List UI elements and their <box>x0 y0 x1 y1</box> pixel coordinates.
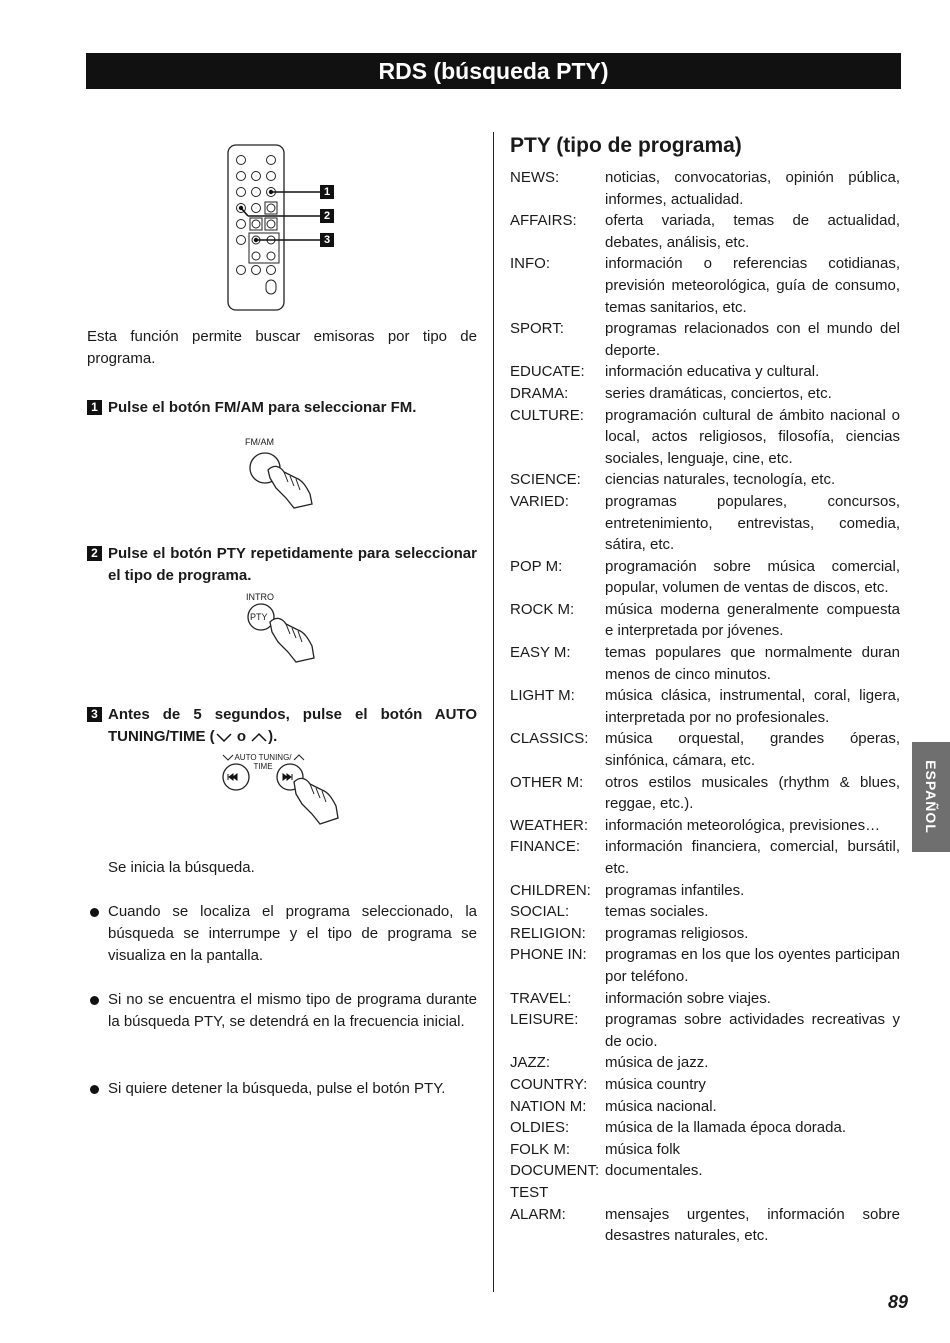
pty-description: música folk <box>605 1140 681 1158</box>
language-tab <box>912 742 950 852</box>
pty-item <box>510 253 900 318</box>
callout-3: 3 <box>320 233 334 247</box>
step-number: 3 <box>87 707 102 722</box>
pty-description: ciencias naturales, tecnología, etc. <box>605 471 836 489</box>
pty-item <box>510 1009 900 1052</box>
pty-description: información educativa y cultural. <box>605 363 820 381</box>
pty-term: INFO: <box>510 255 550 273</box>
pty-term: ALARM: <box>510 1205 566 1223</box>
pty-item <box>510 556 900 599</box>
pty-term: JAZZ: <box>510 1054 550 1072</box>
pty-description: música nacional. <box>605 1097 717 1115</box>
pty-term: NEWS: <box>510 169 560 186</box>
language-tab-label: ESPAÑOL <box>923 760 939 834</box>
pty-item <box>510 1074 900 1096</box>
pty-item <box>510 361 900 383</box>
pty-term: WEATHER: <box>510 816 589 834</box>
pty-description: programación sobre música comercial, popular, volumen de ventas de discos, etc. <box>605 557 900 597</box>
pty-item <box>510 988 900 1010</box>
column-divider <box>493 132 494 1292</box>
pty-description: programas populares, concursos, entretenimiento, entrevistas, comedia, sátira, etc. <box>605 492 900 554</box>
bullet-icon <box>90 908 99 917</box>
pty-description: música country <box>605 1075 706 1093</box>
pty-description: información o referencias cotidianas, previsión meteorológica, guía de consumo, temas sanitarios, etc. <box>605 255 900 316</box>
pty-description: información sobre viajes. <box>605 989 771 1007</box>
pty-description: oferta variada, temas de actualidad, debates, análisis, etc. <box>605 212 900 251</box>
pty-item <box>510 728 900 771</box>
chevron-up-icon <box>250 731 268 743</box>
pty-term: RELIGION: <box>510 924 586 942</box>
pty-term: FINANCE: <box>510 838 581 856</box>
pty-description: información financiera, comercial, bursátil, etc. <box>605 838 900 877</box>
pty-item <box>510 405 900 470</box>
pty-description: otros estilos musicales (rhythm & blues, reggae, etc.). <box>605 773 900 813</box>
pty-item <box>510 880 900 902</box>
step-text-end: ). <box>268 728 278 745</box>
pty-description: música de jazz. <box>605 1054 709 1072</box>
pty-item <box>510 1139 900 1161</box>
pty-term: COUNTRY: <box>510 1075 588 1093</box>
pty-term: LEISURE: <box>510 1011 579 1029</box>
step-number: 2 <box>87 546 102 561</box>
pty-item <box>510 1182 900 1204</box>
pty-description: programas en los que los oyentes participan por teléfono. <box>605 946 900 985</box>
pty-term: EDUCATE: <box>510 363 585 381</box>
pty-description: programas religiosos. <box>605 924 749 942</box>
pty-term: TEST <box>510 1183 549 1201</box>
step-1 <box>87 397 477 419</box>
pty-item <box>510 599 900 642</box>
step-text-mid: o <box>232 728 251 745</box>
pty-description: información meteorológica, previsiones… <box>605 816 881 834</box>
pty-item <box>510 1204 900 1247</box>
pty-term: SCIENCE: <box>510 471 581 489</box>
pty-term: PHONE IN: <box>510 946 587 964</box>
pty-description: música orquestal, grandes óperas, sinfónica, cámara, etc. <box>605 730 900 770</box>
pty-term: LIGHT M: <box>510 687 575 705</box>
pty-term: VARIED: <box>510 492 569 510</box>
step-text: Antes de 5 segundos, pulse el botón AUTO TUNING/TIME ( <box>108 706 477 745</box>
pty-term: CULTURE: <box>510 406 584 424</box>
callout-1: 1 <box>320 185 334 199</box>
bullet-item <box>87 989 477 1033</box>
chevron-up-icon <box>293 753 305 762</box>
pty-term: OLDIES: <box>510 1119 570 1137</box>
pty-item <box>510 772 900 815</box>
pty-item <box>510 1117 900 1139</box>
pty-description <box>605 1182 900 1204</box>
chevron-down-icon <box>215 731 233 743</box>
auto-tuning-button-press-illustration <box>220 762 360 830</box>
pty-item <box>510 815 900 837</box>
pty-description: música de la llamada época dorada. <box>605 1119 846 1137</box>
pty-item <box>510 836 900 879</box>
pty-term: AFFAIRS: <box>510 212 577 230</box>
pty-item <box>510 210 900 253</box>
pty-term: SPORT: <box>510 320 564 338</box>
pty-term: POP M: <box>510 557 563 575</box>
intro-button-label: INTRO <box>246 592 274 602</box>
pty-term: NATION M: <box>510 1097 587 1115</box>
pty-item <box>510 1052 900 1074</box>
pty-term: DOCUMENT: <box>510 1162 600 1180</box>
pty-description: temas populares que normalmente duran menos de cinco minutos. <box>605 644 900 683</box>
pty-description: documentales. <box>605 1162 703 1180</box>
remote-control-illustration <box>222 140 347 315</box>
pty-item <box>510 685 900 728</box>
pty-term: FOLK M: <box>510 1140 571 1158</box>
pty-item <box>510 923 900 945</box>
pty-item <box>510 642 900 685</box>
pty-item <box>510 491 900 556</box>
pty-term: CLASSICS: <box>510 730 589 748</box>
pty-description: programas sobre actividades recreativas y de ocio. <box>605 1011 900 1050</box>
bullet-text: Si no se encuentra el mismo tipo de programa durante la búsqueda PTY, se detendrá en la frecuencia inicial. <box>108 991 477 1030</box>
step-3 <box>87 704 477 748</box>
pty-term: DRAMA: <box>510 384 569 402</box>
bullet-icon <box>90 1085 99 1094</box>
pty-description: música moderna generalmente compuesta e interpretada por jóvenes. <box>605 600 900 640</box>
pty-description: temas sociales. <box>605 903 709 921</box>
step-text: Pulse el botón PTY repetidamente para seleccionar el tipo de programa. <box>108 545 477 584</box>
bullet-item <box>87 1078 477 1100</box>
step-number: 1 <box>87 400 102 415</box>
pty-item <box>510 944 900 987</box>
pty-term: SOCIAL: <box>510 903 570 921</box>
pty-term: OTHER M: <box>510 773 584 791</box>
pty-term: EASY M: <box>510 644 571 662</box>
pty-item <box>510 383 900 405</box>
bullet-text: Cuando se localiza el programa seleccionado, la búsqueda se interrumpe y el tipo de programa se visualiza en la pantalla. <box>108 903 477 964</box>
bullet-icon <box>90 996 99 1005</box>
pty-heading: PTY (tipo de programa) <box>510 134 742 157</box>
search-starts-text: Se inicia la búsqueda. <box>108 859 255 876</box>
bullet-item <box>87 901 477 967</box>
auto-tuning-button-label: AUTO TUNING/ TIME <box>234 753 292 771</box>
intro-text: Esta función permite buscar emisoras por tipo de programa. <box>87 328 477 367</box>
pty-item <box>510 1160 900 1182</box>
step-text: Pulse el botón FM/AM para seleccionar FM. <box>108 399 417 416</box>
pty-item <box>510 469 900 491</box>
pty-term: CHILDREN: <box>510 881 591 899</box>
callout-2: 2 <box>320 209 334 223</box>
pty-term: ROCK M: <box>510 600 575 618</box>
pty-item <box>510 901 900 923</box>
pty-description: música clásica, instrumental, coral, ligera, interpretada por no profesionales. <box>605 687 900 726</box>
pty-item <box>510 167 900 210</box>
pty-description: programación cultural de ámbito nacional o local, actos religiosos, filosofía, ciencias sociales, lenguaje, cine, etc. <box>605 406 900 467</box>
pty-item <box>510 318 900 361</box>
pty-description: programas relacionados con el mundo del deporte. <box>605 320 900 359</box>
pty-description: series dramáticas, conciertos, etc. <box>605 384 832 402</box>
pty-description: mensajes urgentes, información sobre desastres naturales, etc. <box>605 1205 900 1245</box>
bullet-text: Si quiere detener la búsqueda, pulse el botón PTY. <box>108 1080 446 1097</box>
page-title: RDS (búsqueda PTY) <box>86 53 901 89</box>
fm-am-button-press-illustration <box>240 448 320 510</box>
step-2 <box>87 543 477 587</box>
pty-term: TRAVEL: <box>510 989 572 1007</box>
pty-list <box>510 167 900 1247</box>
pty-button-label: PTY <box>250 612 268 622</box>
pty-description: noticias, convocatorias, opinión pública, informes, actualidad. <box>605 169 900 208</box>
page-number: 89 <box>888 1292 909 1312</box>
pty-description: programas infantiles. <box>605 881 745 899</box>
fm-am-button-label: FM/AM <box>245 437 274 447</box>
pty-item <box>510 1096 900 1118</box>
